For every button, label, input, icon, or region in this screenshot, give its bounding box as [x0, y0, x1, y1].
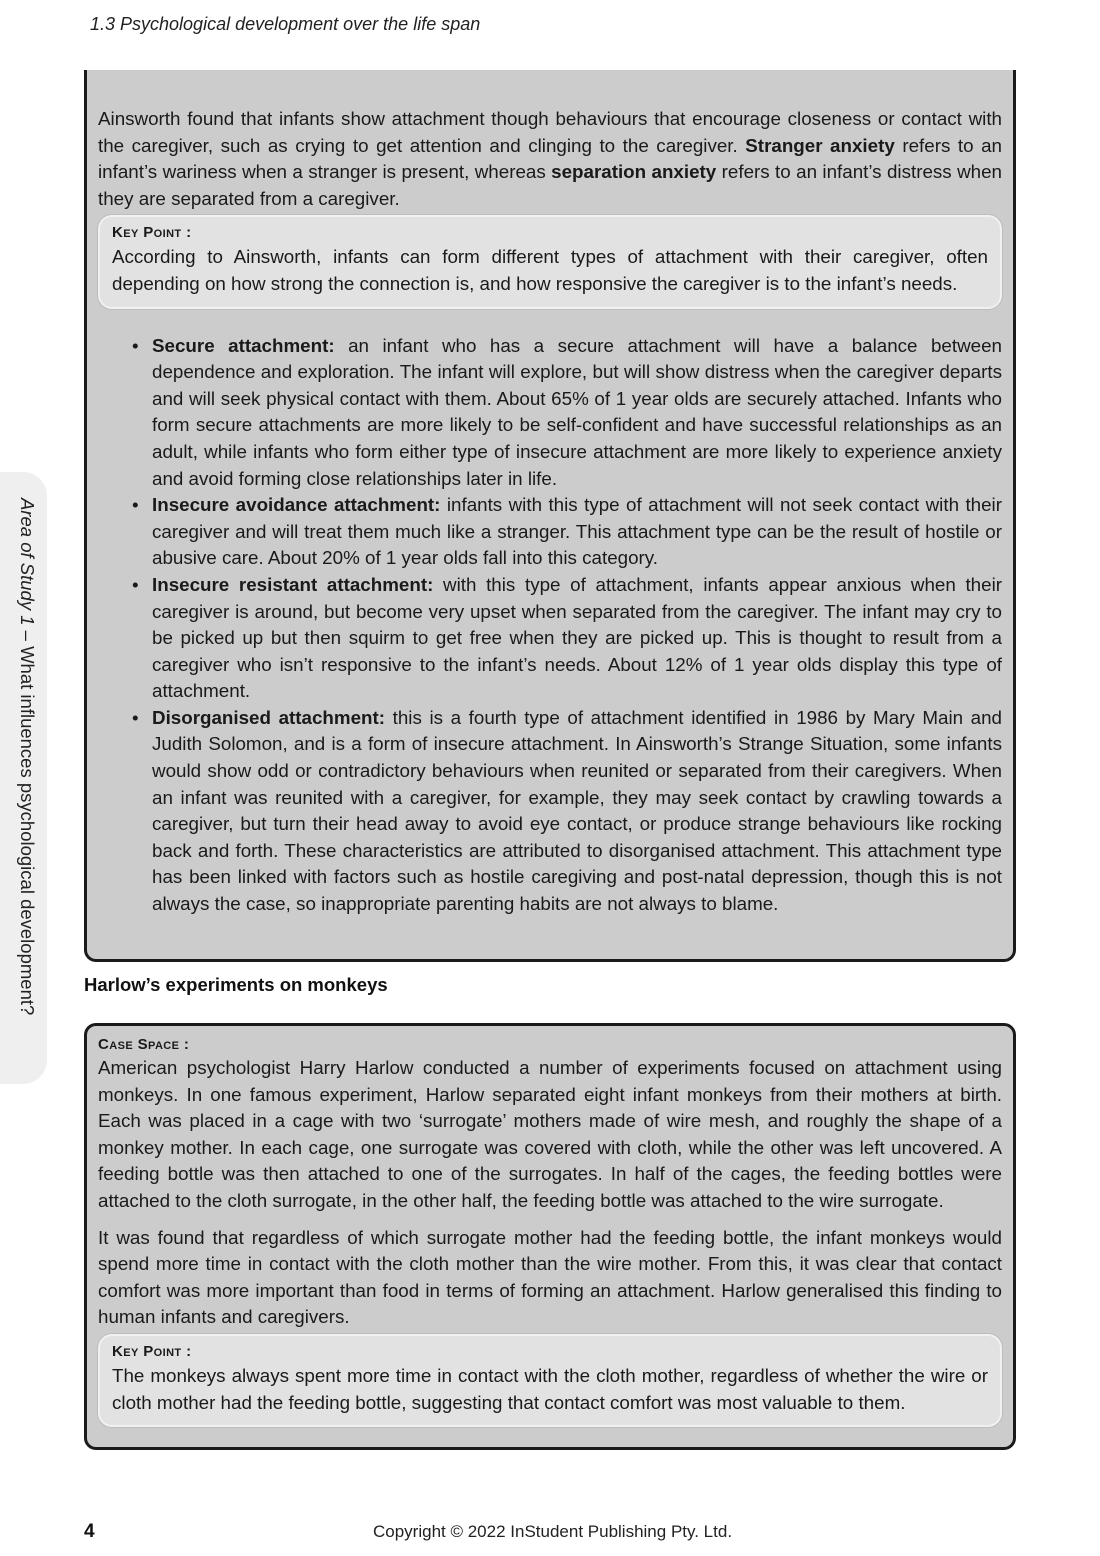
running-head: 1.3 Psychological development over the life span — [90, 14, 481, 34]
key-point-ainsworth — [98, 215, 1002, 308]
section-heading: Harlow’s experiments on monkeys — [84, 974, 388, 995]
copyright-notice: Copyright © 2022 InStudent Publishing Pty. Ltd. — [373, 1522, 733, 1541]
key-point-harlow — [98, 1334, 1002, 1427]
list-item-term: Secure attachment: — [152, 334, 335, 356]
term-separation-anxiety: separation anxiety — [551, 161, 717, 183]
key-point-label: Key Point : — [112, 1342, 192, 1360]
key-point-text: According to Ainsworth, infants can form different types of attachment with their caregiver, often depending on how strong the connection is, and how responsive the caregiver is to the infant’s needs. — [112, 246, 988, 294]
page-number: 4 — [84, 1521, 95, 1542]
list-item-term: Insecure resistant attachment: — [152, 573, 434, 595]
list-item-text: with this type of attachment, infants appear anxious when their caregiver is around, but become very upset when separated from the caregiver. The infant may cry to be picked up but then squirm to get free when they are picked up. This is thought to result from a caregiver who isn’t responsive to the infant’s needs. About 12% of 1 year olds display this type of attachment. — [152, 573, 1003, 702]
key-point-text: The monkeys always spent more time in contact with the cloth mother, regardless of whether the wire or cloth mother had the feeding bottle, suggesting that contact comfort was most valuable to them. — [112, 1364, 988, 1413]
case-paragraph-2: It was found that regardless of which surrogate mother had the feeding bottle, the infant monkeys would spend more time in contact with the cloth mother than the wire mother. From this, it was clear that contact comfort was more important than food in terms of forming an attachment. Harlow generalised this finding to human infants and caregivers. — [98, 1226, 1002, 1328]
list-item-disorganised — [152, 705, 1002, 918]
list-item-text: this is a fourth type of attachment identified in 1986 by Mary Main and Judith Solomon, and is a form of insecure attachment. In Ainsworth’s Strange Situation, some infants would show odd or contradictory behaviours when reunited or separated from their caregivers. When an infant was reunited with a caregiver, for example, they may seek contact by crawling towards a caregiver, but turn their head away to avoid eye contact, or produce strange behaviours like rocking back and forth. These characteristics are attributed to disorganised attachment. This attachment type has been linked with factors such as hostile caregiving and post-natal depression, though this is not always the case, so inappropriate parenting habits are not always to blame. — [152, 706, 1002, 915]
list-item-secure — [152, 333, 1002, 493]
intro-text-1: Ainsworth found that infants show attachment though behaviours that encourage closeness or contact with the caregiver, such as crying to get attention and clinging to the caregiver. — [98, 108, 1002, 156]
intro-text-2: refers to an infant’s wariness when a stranger is present, whereas — [98, 134, 1002, 183]
intro-text-3: refers to an infant’s distress when they are separated from a caregiver. — [98, 161, 1002, 209]
case-paragraph-1: American psychologist Harry Harlow conducted a number of experiments focused on attachment using monkeys. In one famous experiment, Harlow separated eight infant monkeys from their mothers at birth. Each was placed in a cage with two ‘surrogate’ mothers made of wire mesh, and roughly the shape of a monkey mother. In each cage, one surrogate was covered with cloth, while the other was left uncovered. A feeding bottle was then attached to one of the surrogates. In half of the cages, the feeding bottles were attached to the cloth surrogate, in the other half, the feeding bottle was attached to the wire surrogate. — [98, 1057, 1002, 1211]
list-item-term: Insecure avoidance attachment: — [152, 494, 441, 516]
list-item-term: Disorganised attachment: — [152, 706, 386, 728]
key-point-label: Key Point : — [112, 224, 192, 242]
list-item-text: infants with this type of attachment will not seek contact with their caregiver and will treat them much like a stranger. This attachment type can be the result of hostile or abusive care. About 20% of 1 year olds fall into this category. — [152, 494, 1002, 569]
term-stranger-anxiety: Stranger anxiety — [745, 134, 895, 156]
list-item-insecure-resistant — [152, 572, 1002, 705]
list-item-text: an infant who has a secure attachment will have a balance between dependence and exploration. The infant will explore, but will show distress when the caregiver departs and will seek physical contact with them. About 65% of 1 year olds are securely attached. Infants who form secure attachments are more likely to be self-confident and have successful relationships as an adult, while infants who form either type of insecure attachment are more likely to experience anxiety and avoid forming close relationships later in life. — [152, 334, 1002, 489]
case-space-box — [84, 1023, 1016, 1450]
side-tab-area: Area of Study 1 — [17, 498, 38, 626]
list-item-insecure-avoidance — [152, 492, 1002, 572]
intro-paragraph — [98, 106, 1002, 212]
attachment-types-box — [84, 70, 1016, 962]
attachment-types-list — [98, 333, 1002, 918]
side-tab-question: – What influences psychological development? — [17, 625, 38, 1016]
case-space-label: Case Space : — [98, 1036, 190, 1053]
side-tab-label — [16, 498, 38, 1058]
